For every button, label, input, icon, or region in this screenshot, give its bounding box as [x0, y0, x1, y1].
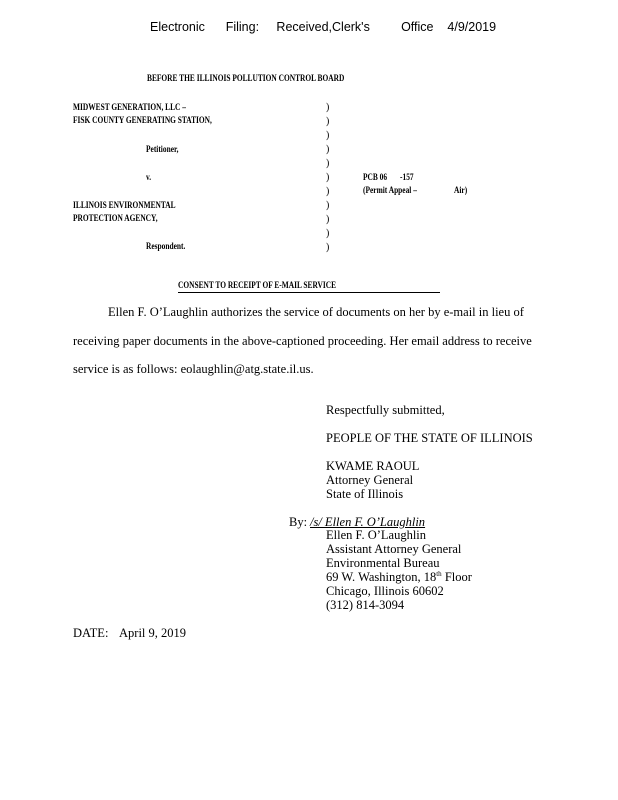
versus-label: v. [146, 173, 152, 183]
paragraph-line: receiving paper documents in the above-captioned proceeding. Her email address to receive [73, 334, 532, 348]
caption-paren: ) [326, 144, 330, 155]
address-street: 69 W. Washington, 18 [326, 570, 437, 585]
by-label: By: [289, 515, 308, 529]
title-underline [178, 292, 440, 293]
board-title: BEFORE THE ILLINOIS POLLUTION CONTROL BOARD [147, 74, 345, 84]
case-number: PCB 06 -157 [363, 173, 414, 183]
signer-title: Assistant Attorney General [326, 542, 462, 556]
respondent-name-line1: ILLINOIS ENVIRONMENTAL [73, 201, 176, 211]
caption-paren: ) [326, 158, 330, 169]
address-floor: Floor [444, 570, 472, 585]
electronic-signature: /s/ Ellen F. O’Laughlin [310, 515, 426, 529]
ag-name: KWAME RAOUL [326, 459, 420, 473]
signer-bureau: Environmental Bureau [326, 556, 440, 570]
paragraph-line: service is as follows: eolaughlin@atg.state.il.us. [73, 362, 314, 376]
date-label: DATE: [73, 626, 109, 640]
date-value: April 9, 2019 [119, 626, 187, 640]
closing: Respectfully submitted, [326, 403, 445, 417]
filing-stamp: Electronic Filing: Received,Clerk's Office 4/9/2019 [150, 20, 497, 34]
caption-paren: ) [326, 116, 330, 127]
ag-state: State of Illinois [326, 487, 404, 501]
address-city: Chicago, Illinois 60602 [326, 584, 444, 598]
ag-title: Attorney General [326, 473, 414, 487]
signer-name: Ellen F. O’Laughlin [326, 528, 427, 542]
case-type-left: (Permit Appeal – [363, 186, 417, 196]
petitioner-name-line2: FISK COUNTY GENERATING STATION, [73, 116, 212, 126]
petitioner-name-line1: MIDWEST GENERATION, LLC – [73, 103, 186, 113]
petitioner-label: Petitioner, [146, 145, 179, 155]
party-name: PEOPLE OF THE STATE OF ILLINOIS [326, 431, 533, 445]
caption-paren: ) [326, 200, 330, 211]
address-floor-suffix: th [436, 570, 442, 578]
respondent-name-line2: PROTECTION AGENCY, [73, 214, 158, 224]
case-type-right: Air) [454, 186, 468, 196]
caption-paren: ) [326, 130, 330, 141]
address-street-line [326, 570, 472, 585]
caption-paren: ) [326, 186, 330, 197]
caption-paren: ) [326, 228, 330, 239]
caption-paren: ) [326, 214, 330, 225]
caption-paren: ) [326, 172, 330, 183]
respondent-label: Respondent. [146, 242, 186, 252]
caption-paren: ) [326, 242, 330, 253]
document-title: CONSENT TO RECEIPT OF E-MAIL SERVICE [178, 281, 337, 291]
phone-number: (312) 814-3094 [326, 598, 405, 612]
paragraph-line: Ellen F. O’Laughlin authorizes the service of documents on her by e-mail in lieu of [108, 305, 524, 319]
caption-paren: ) [326, 102, 330, 113]
